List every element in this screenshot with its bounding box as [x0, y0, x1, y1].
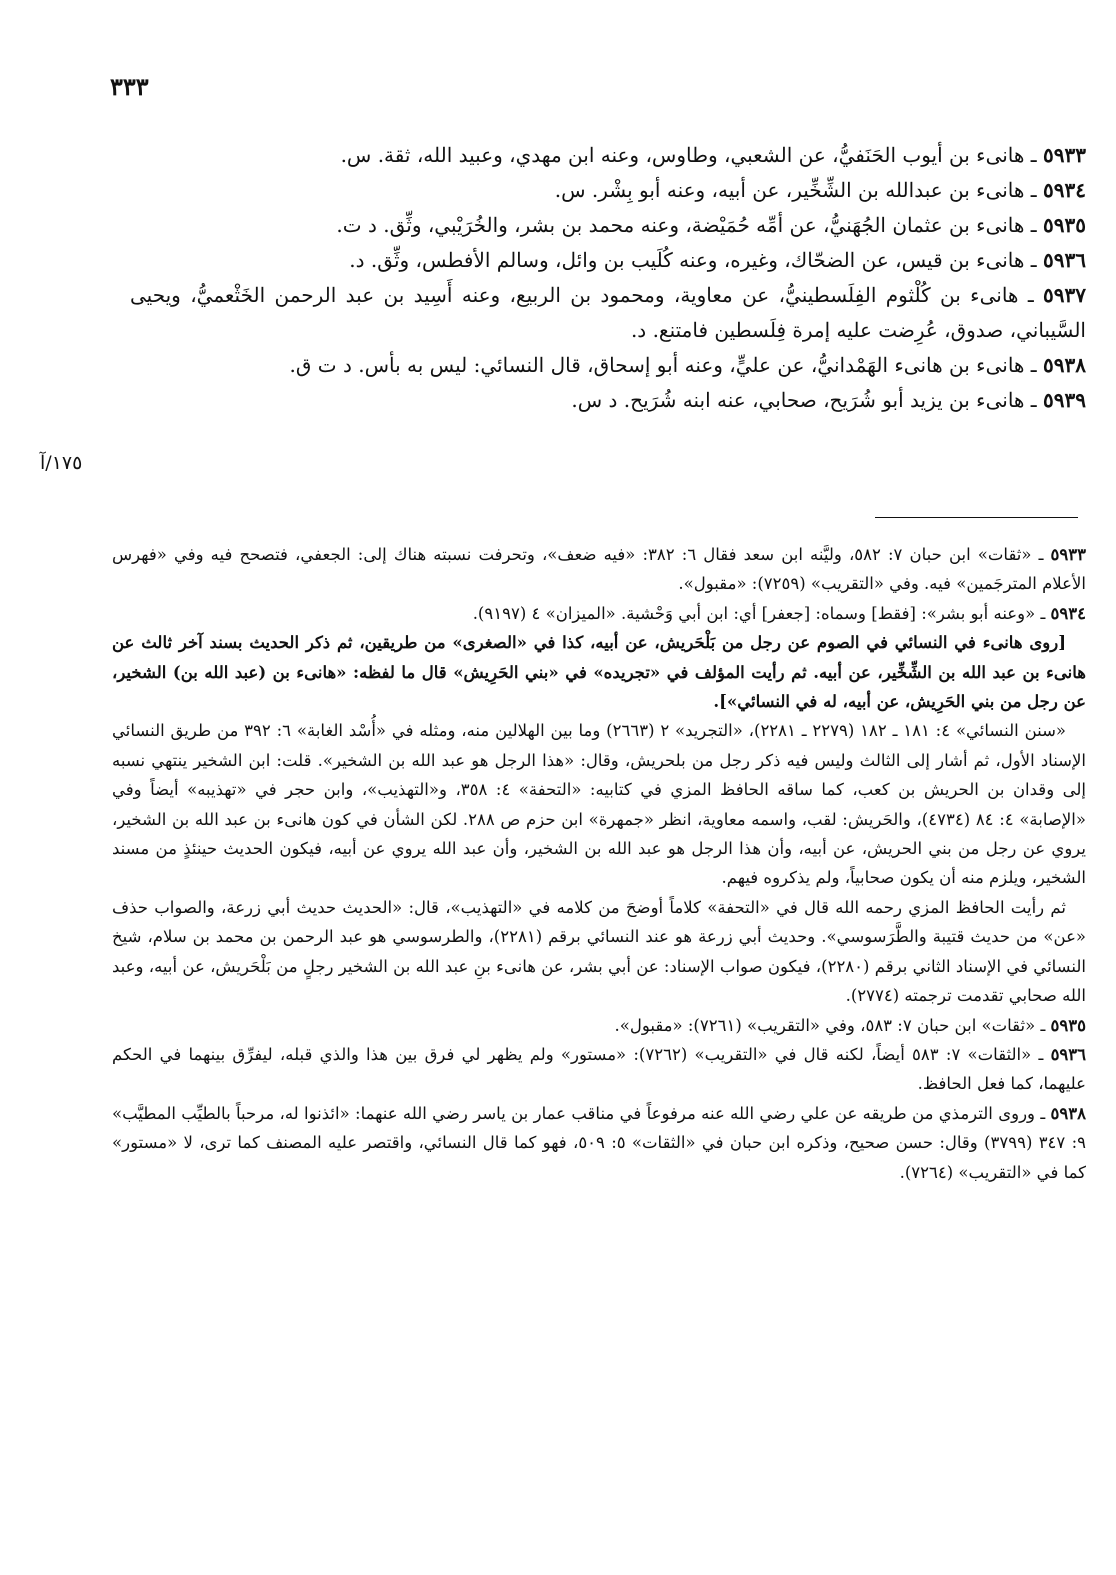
- entry-number: ٥٩٣٤: [1043, 178, 1086, 202]
- footnote-number: ٥٩٣٦: [1050, 1044, 1087, 1064]
- entry-text: هانىء بن عبدالله بن الشِّخِّير، عن أبيه، وعنه أبو بِشْر. س.: [554, 178, 1025, 202]
- footnote-number: ٥٩٣٥: [1050, 1015, 1086, 1035]
- entry-text: هانىء بن أيوب الحَنَفيُّ، عن الشعبي، وطاوس، وعنه ابن مهدي، وعبيد الله، ثقة. س.: [340, 143, 1025, 167]
- footnote-text: وروى الترمذي من طريقه عن علي رضي الله عنه مرفوعاً في مناقب عمار بن ياسر رضي الله عنهما: «ائذنوا له، مرحباً بالطيِّب المطيَّب» ٩: ٣٤٧ (٣٧٩٩) وقال: حسن صحيح، وذكره ابن حبان في «الثقات» ٥: ٥٠٩، فهو كما قال النسائي، واقتصر عليه المصنف كما ترى، لا «مستور» كما في «التقريب» (٧٢٦٤).: [112, 1103, 1087, 1182]
- entry-5937: ٥٩٣٧ ـ هانىء بن كُلْثوم الفِلَسطينيُّ، عن معاوية، ومحمود بن الربيع، وعنه أَسِيد بن عبد الرحمن الخَثْعميُّ، ويحيى السَّيباني، صدوق، عُرِضت عليه إمرة فِلَسطين فامتنع. د.: [130, 283, 1087, 342]
- entry-text: هانىء بن قيس، عن الضحّاك، وغيره، وعنه كُلَيب بن وائل، وسالم الأفطس، وثِّق. د.: [349, 248, 1025, 272]
- main-text: [130, 138, 1086, 418]
- entry-5934: ٥٩٣٤ ـ هانىء بن عبدالله بن الشِّخِّير، عن أبيه، وعنه أبو بِشْر. س.: [554, 178, 1086, 202]
- footnotes: [112, 540, 1086, 1187]
- entry-number: ٥٩٣٧: [1043, 283, 1087, 307]
- footnote-number: ٥٩٣٨: [1050, 1103, 1086, 1123]
- entry-number: ٥٩٣٦: [1043, 248, 1086, 272]
- entry-5939: ٥٩٣٩ ـ هانىء بن يزيد أبو شُرَيح، صحابي، عنه ابنه شُرَيح. د س.: [571, 388, 1086, 412]
- page-number: ٣٣٣: [110, 72, 149, 101]
- footnote-text: «وعنه أبو بشر»: [فقط] وسماه: [جعفر] أي: ابن أبي وَحْشية. «الميزان» ٤ (٩١٩٧).: [472, 603, 1036, 623]
- entry-number: ٥٩٣٣: [1043, 143, 1086, 167]
- footnote-5934-first: ٥٩٣٤ ـ «وعنه أبو بشر»: [فقط] وسماه: [جعفر] أي: ابن أبي وَحْشية. «الميزان» ٤ (٩١٩٧).: [472, 603, 1086, 623]
- footnote-text: «الثقات» ٧: ٥٨٣ أيضاً، لكنه قال في «التقريب» (٧٢٦٢): «مستور» ولم يظهر لي فرق بين هذا والذي قبله، ليفرِّق بينهما في الحكم عليهما، كما فعل الحافظ.: [112, 1044, 1086, 1094]
- footnote-5936: ٥٩٣٦ ـ «الثقات» ٧: ٥٨٣ أيضاً، لكنه قال في «التقريب» (٧٢٦٢): «مستور» ولم يظهر لي فرق بين هذا والذي قبله، ليفرِّق بينهما في الحكم عليهما، كما فعل الحافظ.: [112, 1044, 1087, 1094]
- entry-number: ٥٩٣٩: [1043, 388, 1086, 412]
- entry-text: هانىء بن عثمان الجُهَنيُّ، عن أمِّه حُمَيْضة، وعنه محمد بن بشر، والخُرَيْبي، وثِّق. د ت.: [336, 213, 1025, 237]
- footnote-5935: ٥٩٣٥ ـ «ثقات» ابن حبان ٧: ٥٨٣، وفي «التقريب» (٧٢٦١): «مقبول».: [614, 1015, 1086, 1035]
- footnote-number: ٥٩٣٤: [1050, 603, 1086, 623]
- entry-text: هانىء بن يزيد أبو شُرَيح، صحابي، عنه ابنه شُرَيح. د س.: [571, 388, 1025, 412]
- entry-text: هانىء بن هانىء الهَمْدانيُّ، عن عليٍّ، وعنه أبو إسحاق، قال النسائي: ليس به بأس. د ت ق.: [289, 353, 1025, 377]
- entry-5936: ٥٩٣٦ ـ هانىء بن قيس، عن الضحّاك، وغيره، وعنه كُلَيب بن وائل، وسالم الأفطس، وثِّق. د.: [349, 248, 1086, 272]
- footnote-5934-paragraph-2: «سنن النسائي» ٤: ١٨١ ـ ١٨٢ (٢٢٧٩ ـ ٢٢٨١)، «التجريد» ٢ (٢٦٦٣) وما بين الهلالين منه، ومثله في «أُسْد الغابة» ٦: ٣٩٢ من طريق النسائي الإسناد الأول، ثم أشار إلى الثالث وليس فيه ذكر رجل من بلحريش، وقال: «هذا الرجل هو عبد الله بن الشخير». قلت: ابن الشخير ينتهي نسبه إلى وقدان بن الحريش بن كعب، كما ساقه الحافظ المزي في كتابيه: «التحفة» ٤: ٣٥٨، و«التهذيب»، وابن حجر في «تهذيبه» أيضاً وفي «الإصابة» ٤: ٨٤ (٤٧٣٤)، والحَريش: لقب، واسمه معاوية، انظر «جمهرة» ابن حزم ص ٢٨٨. لكن الشأن في كون هانىء بن عبد الله بن الشخير، يروي عن رجل من بني الحريش، عن أبيه، وأن هذا الرجل هو عبد الله بن الشخير، وأن عبد الله يروي عن أبيه، فيكون الحديث حينئذٍ من مسند الشخير، ويلزم منه أن يكون صحابياً، ولم يذكروه فيهم.: [112, 721, 1087, 888]
- footnote-5933: ٥٩٣٣ ـ «ثقات» ابن حبان ٧: ٥٨٢، وليَّنه ابن سعد فقال ٦: ٣٨٢: «فيه ضعف»، وتحرفت نسبته هناك إلى: الجعفي، فتصحح فيه وفي «فهرس الأعلام المترجَمين» فيه. وفي «التقريب» (٧٢٥٩): «مقبول».: [112, 545, 1086, 594]
- footnote-5934: [112, 599, 1086, 1011]
- entry-5935: ٥٩٣٥ ـ هانىء بن عثمان الجُهَنيُّ، عن أمِّه حُمَيْضة، وعنه محمد بن بشر، والخُرَيْبي، وثِّق. د ت.: [336, 213, 1086, 237]
- entry-5938: ٥٩٣٨ ـ هانىء بن هانىء الهَمْدانيُّ، عن عليٍّ، وعنه أبو إسحاق، قال النسائي: ليس به بأس. د ت ق.: [289, 353, 1086, 377]
- footnote-5938: ٥٩٣٨ ـ وروى الترمذي من طريقه عن علي رضي الله عنه مرفوعاً في مناقب عمار بن ياسر رضي الله عنهما: «ائذنوا له، مرحباً بالطيِّب المطيَّب» ٩: ٣٤٧ (٣٧٩٩) وقال: حسن صحيح، وذكره ابن حبان في «الثقات» ٥: ٥٠٩، فهو كما قال النسائي، واقتصر عليه المصنف كما ترى، لا «مستور» كما في «التقريب» (٧٢٦٤).: [112, 1103, 1087, 1182]
- margin-note: ١٧٥/آ: [40, 452, 83, 474]
- entry-text: هانىء بن كُلْثوم الفِلَسطينيُّ، عن معاوية، ومحمود بن الربيع، وعنه أَسِيد بن عبد الرحمن الخَثْعميُّ، ويحيى السَّيباني، صدوق، عُرِضت عليه إمرة فِلَسطين فامتنع. د.: [130, 283, 1086, 342]
- footnote-text: «ثقات» ابن حبان ٧: ٥٨٣، وفي «التقريب» (٧٢٦١): «مقبول».: [614, 1015, 1036, 1035]
- entry-number: ٥٩٣٨: [1043, 353, 1086, 377]
- footnote-number: ٥٩٣٣: [1050, 545, 1086, 564]
- footnote-text: «ثقات» ابن حبان ٧: ٥٨٢، وليَّنه ابن سعد فقال ٦: ٣٨٢: «فيه ضعف»، وتحرفت نسبته هناك إلى: الجعفي، فتصحح فيه وفي «فهرس الأعلام المترجَمين» فيه. وفي «التقريب» (٧٢٥٩): «مقبول».: [112, 545, 1086, 594]
- footnote-5934-bold-paragraph: [روى هانىء في النسائي في الصوم عن رجل من بَلْحَريش، عن أبيه، كذا في «الصغرى» من طريقين، ثم ذكر الحديث بسند آخر ثالث عن هانىء بن عبد الله بن الشِّخِّير، عن أبيه. ثم رأيت المؤلف في «تجريده» في «بني الحَرِيش» قال ما لفظه: «هانىء بن (عبد الله بن) الشخير، عن رجل من بني الحَرِيش، عن أبيه، له في النسائي»].: [112, 633, 1086, 712]
- footnote-separator: [875, 517, 1078, 518]
- entry-number: ٥٩٣٥: [1043, 213, 1086, 237]
- footnote-5934-paragraph-3: ثم رأيت الحافظ المزي رحمه الله قال في «التحفة» كلاماً أوضحَ من كلامه في «التهذيب»، قال: «الحديث حديث أبي زرعة، والصواب حذف «عن» من حديث قتيبة والطَّرَسوسي». وحديث أبي زرعة هو عند النسائي برقم (٢٢٨١)، والطرسوسي هو عبد الرحمن بن محمد بن سلام، شيخ النسائي في الإسناد الثاني برقم (٢٢٨٠)، فيكون صواب الإسناد: عن أبي بشر، عن هانىء بنِ عبد الله بن الشخير رجلٍ من بَلْحَريش، عن أبيه، وعبد الله صحابي تقدمت ترجمته (٢٧٧٤).: [112, 897, 1087, 1006]
- entry-5933: ٥٩٣٣ ـ هانىء بن أيوب الحَنَفيُّ، عن الشعبي، وطاوس، وعنه ابن مهدي، وعبيد الله، ثقة. س.: [340, 143, 1086, 167]
